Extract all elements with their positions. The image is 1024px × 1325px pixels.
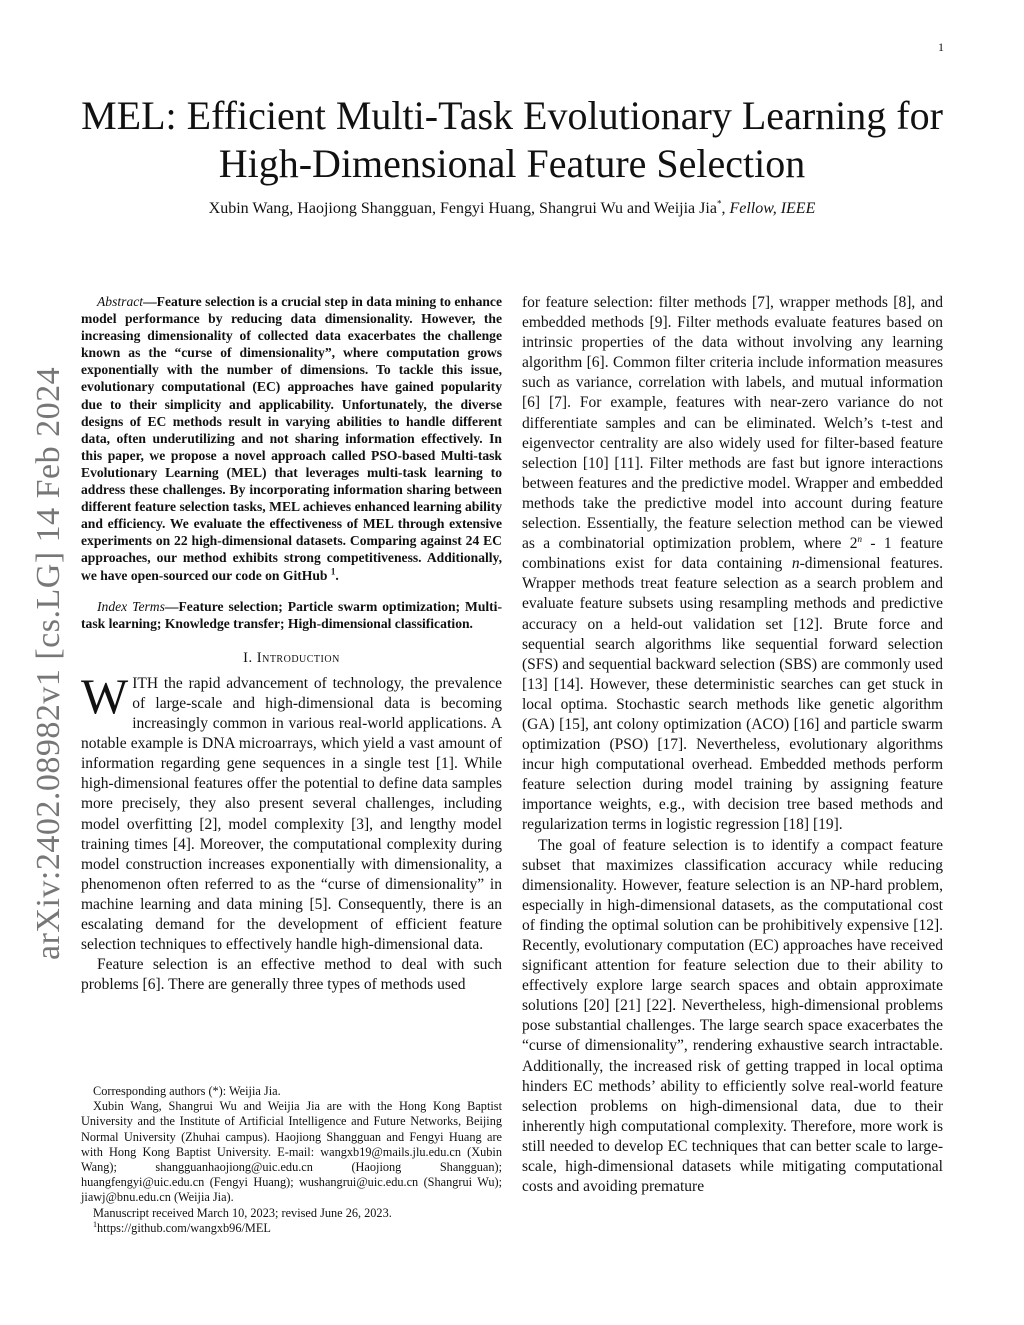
left-column <box>81 293 502 995</box>
abstract-heading: Abstract <box>97 294 144 309</box>
arxiv-identifier-stamp: arXiv:2402.08982v1 [cs.LG] 14 Feb 2024 <box>30 366 67 960</box>
right-paragraph-1-part-b: - 1 feature combinations exist for data containing <box>522 535 943 573</box>
abstract <box>81 293 502 584</box>
right-paragraph-2: The goal of feature selection is to identify a compact feature subset that maximizes classification accuracy while reducing dimensionality. However, feature selection is an NP-hard problem, especially in high-dimensional datasets, as the computational cost of finding the optimal solution can be prohibitively expensive [12]. Recently, evolutionary computation (EC) approaches have received significant attention for feature selection due to their ability to effectively explore large search spaces and obtain approximate solutions [20] [21] [22]. Nevertheless, high-dimensional problems pose substantial challenges. The large search space exacerbates the “curse of dimensionality”, rendering exhaustive search intractable. Additionally, the increased risk of getting trapped in local optima hinders EC methods’ ability to efficiently solve real-world feature selection problems on high-dimensional data, due to their inherently high computational complexity. Therefore, more work is still needed to develop EC techniques that can better scale to large-scale, high-dimensional datasets while mitigating computational costs and avoiding premature <box>522 836 943 1196</box>
footnote-url <box>81 1221 502 1236</box>
footnote-url-marker: 1 <box>93 1219 97 1229</box>
intro-paragraph-1-text: ITH the rapid advancement of technology, the prevalence of large-scale and high-dimensional data is becoming increasingly common in various real-world applications. A notable example is DNA microarrays, which yield a vast amount of information regarding gene sequences in a single test [1]. While high-dimensional features offer the potential to define data samples more precisely, they also present several challenges, including model overfitting [2], model complexity [3], and lengthy model training times [4]. Moreover, the computational complexity during model construction increases exponentially with dimensionality, a phenomenon often referred to as the “curse of dimensionality” in machine learning and data mining [5]. Consequently, there is an escalating demand for the development of efficient feature selection techniques to effectively handle high-dimensional data. <box>81 674 502 954</box>
page-number: 1 <box>938 40 944 54</box>
intro-paragraph-2: Feature selection is an effective method to deal with such problems [6]. There are generally three types of methods used <box>81 956 502 994</box>
intro-paragraph-1 <box>81 667 502 955</box>
exponent-n: n <box>857 533 862 544</box>
footnote-corresponding: Corresponding authors (*): Weijia Jia. <box>93 1084 281 1098</box>
index-terms <box>81 598 502 632</box>
footnote-url-link[interactable]: https://github.com/wangxb96/MEL <box>97 1220 271 1235</box>
right-paragraph-1-part-a: for feature selection: filter methods [7], wrapper methods [8], and embedded methods [9]. Filter methods evaluate features based on intrinsic properties of the data without involving any learning algorithm [6]. Common filter criteria include information measures such as variance, correlation with labels, and mutual information [6] [7]. For example, features with near-zero variance do not differentiate samples and can be eliminated. Welch’s t-test and eigenvector centrality are also widely used for filter-based feature selection [10] [11]. Filter methods are fast but ignore interactions between features and the predictive model. Wrapper and embedded methods take the predictive model into account during feature selection. Essentially, the feature selection method can be viewed as a combinatorial optimization problem, where 2 <box>522 294 943 553</box>
section-heading-introduction <box>81 648 502 668</box>
footnote-affiliations: Xubin Wang, Shangrui Wu and Weijia Jia are with the Hong Kong Baptist University and the Institute of Artificial Intelligence and Future Networks, Beijing Normal University (Zhuhai campus). Haojiong Shangguan and Fengyi Huang are with Hong Kong Baptist University. E-mail: wangxb19@mails.jlu.edu.cn (Xubin Wang); shangguanhaojiong@uic.edu.cn (Haojiong Shangguan); huangfengyi@uic.edu.cn (Fengyi Huang); wushangrui@uic.edu.cn (Shangrui Wu); jiawj@bnu.edu.cn (Weijia Jia). <box>81 1099 502 1205</box>
variable-n: n <box>791 555 800 573</box>
corresponding-marker: * <box>716 198 722 209</box>
author-list: Xubin Wang, Haojiong Shangguan, Fengyi Huang, Shangrui Wu and Weijia Jia*, Fellow, IEEE <box>208 198 816 217</box>
abstract-text: —Feature selection is a crucial step in data mining to enhance model performance by reducing data dimensionality. However, the increasing dimensionality of collected data exacerbates the challenge known as the “curse of dimensionality”, where computation grows exponentially with the number of dimensions. To tackle this issue, evolutionary computational (EC) approaches have gained popularity due to their simplicity and applicability. Unfortunately, the diverse designs of EC methods result in varying abilities to handle different data, often underutilizing and not sharing information effectively. In this paper, we propose a novel approach called PSO-based Multi-task Evolutionary Learning (MEL) that leverages multi-task learning to address these challenges. By incorporating information sharing between different feature selection tasks, MEL achieves enhanced learning ability and efficiency. We evaluate the effectiveness of MEL through extensive experiments on 22 high-dimensional datasets. Comparing against 24 EC approaches, our method exhibits strong competitiveness. Additionally, we have open-sourced our code on GitHub <box>81 294 502 583</box>
abstract-footnote-ref: 1 <box>330 565 336 576</box>
footnote-manuscript: Manuscript received March 10, 2023; revised June 26, 2023. <box>93 1205 392 1220</box>
paper-title: MEL: Efficient Multi-Task Evolutionary Learning for High-Dimensional Feature Selection <box>81 93 943 186</box>
drop-cap: W <box>81 667 129 724</box>
index-terms-heading: Index Terms <box>97 598 165 614</box>
index-terms-text: —Feature selection; Particle swarm optimization; Multi-task learning; Knowledge transfer; High-dimensional classification. <box>81 598 502 631</box>
author-names: Xubin Wang, Haojiong Shangguan, Fengyi Huang, Shangrui Wu and Weijia Jia <box>208 200 717 217</box>
right-column <box>522 293 943 1197</box>
section-number: I. <box>243 649 253 666</box>
footnotes <box>81 1084 502 1236</box>
author-affiliation-title: Fellow, IEEE <box>729 200 816 217</box>
section-title: Introduction <box>256 649 340 666</box>
right-paragraph-1-part-c: -dimensional features. Wrapper methods treat feature selection as a search problem and evaluate feature subsets using resampling methods and predictive accuracy on a held-out validation set [12]. Brute force and sequential search algorithms like sequential forward selection (SFS) and sequential backward selection (SBS) are commonly used [13] [14]. However, these deterministic searches can get stuck in local optima. Stochastic search methods like genetic algorithm (GA) [15], ant colony optimization (ACO) [16] and particle swarm optimization (PSO) [17]. Nevertheless, evolutionary algorithms incur high computational overhead. Embedded methods perform feature selection during model training by assigning feature importance weights, e.g., with decision tree based methods and regularization terms in logistic regression [18] [19]. <box>522 555 943 834</box>
right-paragraph-1 <box>522 293 943 836</box>
abstract-end: . <box>335 567 339 583</box>
